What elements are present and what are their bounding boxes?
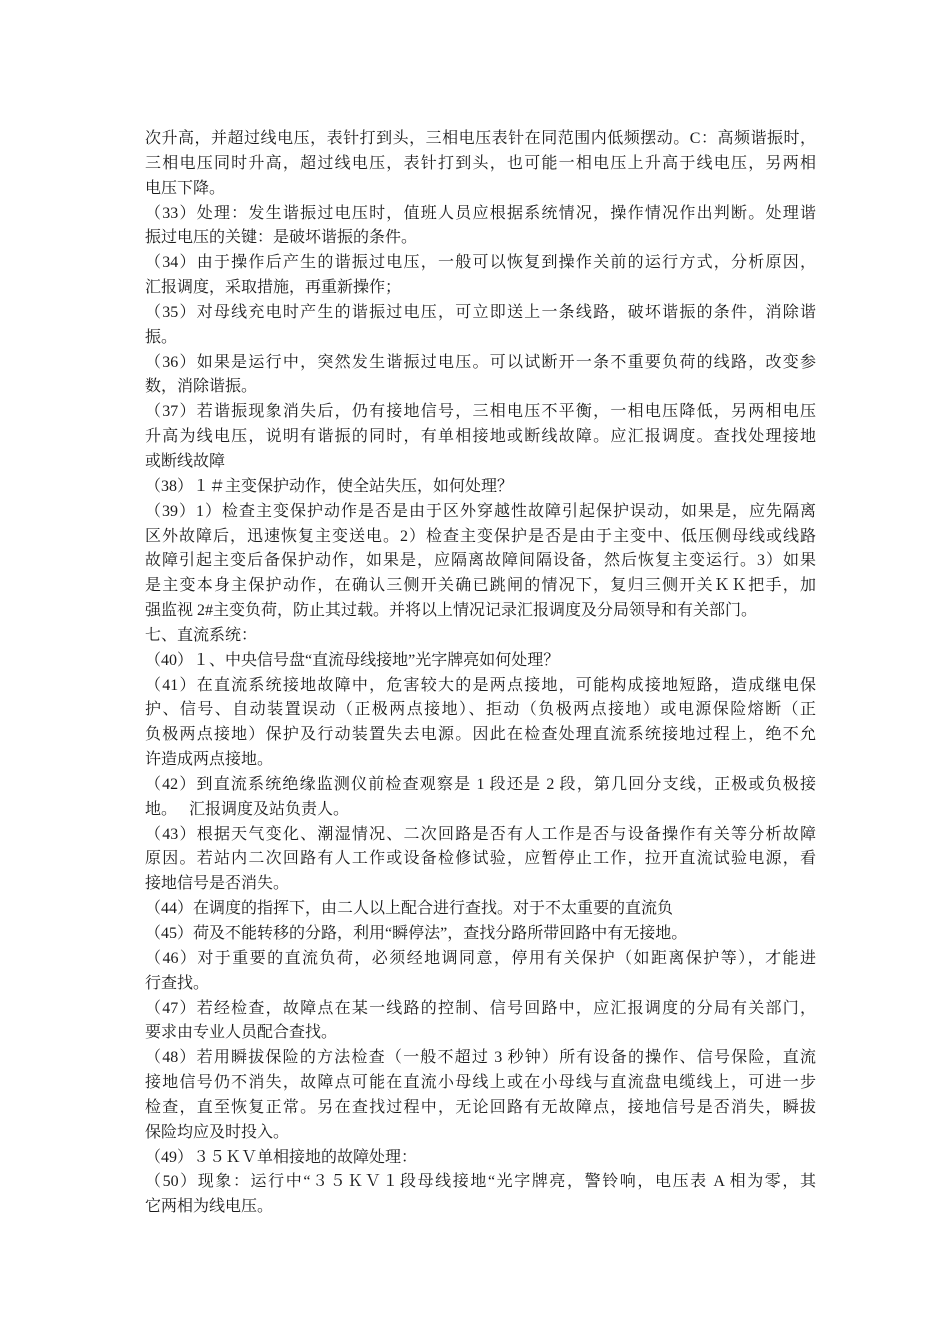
document-text-block [145,127,816,1220]
text-line: （49）３５ＫＶ单相接地的故障处理： [145,1148,418,1166]
text-line: 故障引起主变后备保护动作，如果是，应隔离故障间隔设备，然后恢复主变运行。3）如果 [145,552,816,570]
text-line: （47）若经检查，故障点在某一线路的控制、信号回路中，应汇报调度的分局有关部门， [145,999,816,1017]
text-line: （38）１＃主变保护动作，使全站失压，如何处理？ [145,477,514,495]
text-line: 七、直流系统： [145,626,258,644]
text-line: （46）对于重要的直流负荷，必须经地调同意，停用有关保护（如距离保护等），才能进 [145,949,816,967]
text-line: （35）对母线充电时产生的谐振过电压，可立即送上一条线路，破坏谐振的条件，消除谐 [145,303,816,321]
text-line: 保险均应及时投入。 [145,1123,290,1141]
text-line: （37）若谐振现象消失后，仍有接地信号，三相电压不平衡，一相电压降低，另两相电压 [145,403,816,421]
text-line: 升高为线电压，说明有谐振的同时，有单相接地或断线故障。应汇报调度。查找处理接地 [145,428,816,446]
text-line: 区外故障后，迅速恢复主变送电。2）检查主变保护是否是由于主变中、低压侧母线或线路 [145,527,816,545]
text-line: （44）在调度的指挥下，由二人以上配合进行查找。对于不太重要的直流负 [145,900,674,918]
text-line: 次升高，并超过线电压，表针打到头，三相电压表针在同范围内低频摆动。C：高频谐振时， [145,130,816,147]
text-line: （41）在直流系统接地故障中，危害较大的是两点接地，可能构成接地短路，造成继电保 [145,676,816,694]
text-line: （33）处理：发生谐振过电压时，值班人员应根据系统情况，操作情况作出判断。处理谐 [145,204,816,222]
text-line: 振。 [145,328,178,346]
text-line: 行查找。 [145,974,210,992]
text-line: （50）现象：运行中“３５ＫＶ１段母线接地“光字牌亮，警铃响，电压表 A 相为零，其 [145,1173,816,1191]
text-line: 许造成两点接地。 [145,751,274,769]
text-line: 汇报调度，采取措施，再重新操作； [145,279,402,297]
text-line: （34）由于操作后产生的谐振过电压，一般可以恢复到操作关前的运行方式，分析原因， [145,254,816,272]
text-line: 检查，直至恢复正常。另在查找过程中，无论回路有无故障点，接地信号是否消失，瞬拔 [145,1098,816,1116]
text-line: 或断线故障 [145,452,226,470]
text-line: 三相电压同时升高，超过线电压，表针打到头，也可能一相电压上升高于线电压，另两相 [145,154,816,172]
text-line: （39）1）检查主变保护动作是否是由于区外穿越性故障引起保护误动，如果是，应先隔离 [145,502,816,520]
text-line: （43）根据天气变化、潮湿情况、二次回路是否有人工作是否与设备操作有关等分析故障 [145,825,816,843]
text-line: 强监视 2#主变负荷，防止其过载。并将以上情况记录汇报调度及分局领导和有关部门。 [145,602,758,620]
text-line: 要求由专业人员配合查找。 [145,1024,338,1042]
text-line: （36）如果是运行中，突然发生谐振过电压。可以试断开一条不重要负荷的线路，改变参 [145,353,816,371]
text-line: 地。 汇报调度及站负责人。 [145,800,350,818]
text-line: 是主变本身主保护动作，在确认三侧开关确已跳闸的情况下，复归三侧开关ＫＫ把手，加 [145,577,816,595]
text-line: （42）到直流系统绝缘监测仪前检查观察是 1 段还是 2 段，第几回分支线，正极或负极接 [145,775,816,793]
text-line: （45）荷及不能转移的分路，利用“瞬停法”，查找分路所带回路中有无接地。 [145,925,688,942]
text-line: 护、信号、自动装置误动（正极两点接地）、拒动（负极两点接地）或电源保险熔断（正 [145,701,816,719]
text-line: 振过电压的关键：是破坏谐振的条件。 [145,229,418,247]
text-line: 电压下降。 [145,179,226,197]
text-line: 原因。若站内二次回路有人工作或设备检修试验，应暂停止工作，拉开直流试验电源，看 [145,850,816,868]
text-line: （48）若用瞬拔保险的方法检查（一般不超过 3 秒钟）所有设备的操作、信号保险，直流 [145,1049,816,1067]
text-line: 负极两点接地）保护及行动装置失去电源。因此在检查处理直流系统接地过程上，绝不允 [145,726,816,744]
text-line: 数，消除谐振。 [145,378,258,396]
text-line: （40）１、中央信号盘“直流母线接地”光字牌亮如何处理？ [145,651,560,669]
text-line: 接地信号是否消失。 [145,875,290,893]
text-line: 接地信号仍不消失，故障点可能在直流小母线上或在小母线与直流盘电缆线上，可进一步 [145,1074,816,1092]
text-line: 它两相为线电压。 [145,1198,274,1216]
